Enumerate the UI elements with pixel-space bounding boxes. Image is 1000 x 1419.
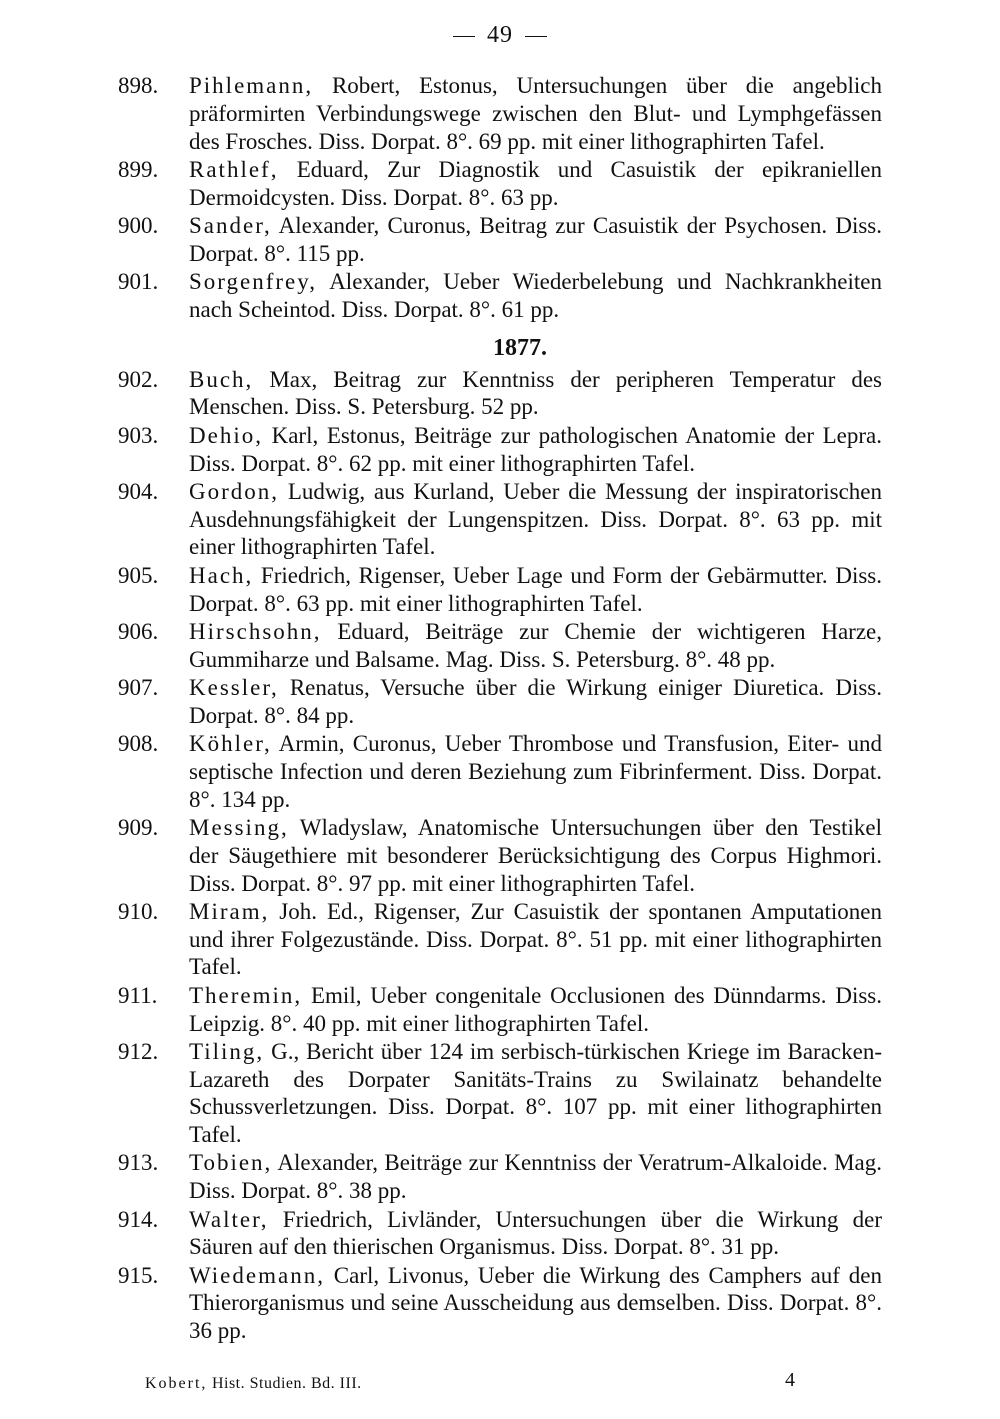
entry-author: Tiling, bbox=[189, 1038, 265, 1064]
entry-author: Sander, bbox=[189, 212, 272, 238]
entry-text: Robert, Estonus, Untersuchungen über die angeblich präformirten Verbindungswege zwischen den Blut- und Lymphgefässen des Frosches. Diss. Dorpat. 8°. 69 pp. mit einer lithographirten Tafel. bbox=[189, 73, 882, 154]
entry-number: 905. bbox=[118, 562, 159, 588]
page-number: 49 bbox=[487, 22, 513, 48]
bibliography-entry bbox=[118, 674, 882, 730]
bibliography-entry bbox=[118, 982, 882, 1038]
entry-author: Messing, bbox=[189, 814, 289, 840]
footer-title bbox=[145, 1375, 362, 1392]
bibliography-entry bbox=[118, 730, 882, 813]
entry-author: Dehio, bbox=[189, 422, 263, 448]
footer-series: Hist. Studien. Bd. III. bbox=[207, 1375, 362, 1392]
entry-text: Max, Beitrag zur Kenntniss der peripheren Temperatur des Menschen. Diss. S. Petersburg. 52 pp. bbox=[189, 366, 882, 420]
entry-text: Joh. Ed., Rigenser, Zur Casuistik der spontanen Amputationen und ihrer Folgezustände. Diss. Dorpat. 8°. 51 pp. mit einer lithographirten Tafel. bbox=[189, 898, 882, 980]
entry-number: 906. bbox=[118, 618, 159, 644]
entry-text: Eduard, Beiträge zur Chemie der wichtigeren Harze, Gummiharze und Balsame. Mag. Diss. S. Petersburg. 8°. 48 pp. bbox=[189, 618, 882, 672]
entry-number: 909. bbox=[118, 814, 159, 840]
entry-author: Hirschsohn, bbox=[189, 618, 322, 644]
bibliography-entry bbox=[118, 268, 882, 324]
entry-number: 904. bbox=[118, 478, 159, 504]
bibliography-list bbox=[118, 72, 882, 1346]
year-heading: 1877. bbox=[493, 334, 547, 361]
entry-text: Eduard, Zur Diagnostik und Casuistik der epikraniellen Dermoidcysten. Diss. Dorpat. 8°. 63 pp. bbox=[189, 156, 882, 210]
entry-number: 912. bbox=[118, 1038, 159, 1064]
entries-after-year bbox=[118, 366, 882, 1345]
entry-number: 914. bbox=[118, 1206, 159, 1232]
entry-author: Sorgenfrey, bbox=[189, 269, 318, 295]
bibliography-entry bbox=[118, 618, 882, 674]
bibliography-entry bbox=[118, 156, 882, 212]
bibliography-entry bbox=[118, 72, 882, 155]
entry-text: Alexander, Beiträge zur Kenntniss der Veratrum-Alkaloide. Mag. Diss. Dorpat. 8°. 38 pp. bbox=[189, 1150, 882, 1204]
entry-author: Hach, bbox=[189, 562, 254, 588]
entry-number: 915. bbox=[118, 1262, 159, 1288]
bibliography-entry bbox=[118, 1149, 882, 1205]
entry-text: Ludwig, aus Kurland, Ueber die Messung der inspiratorischen Ausdehnungsfähigkeit der Lungenspitzen. Diss. Dorpat. 8°. 63 pp. mit einer lithographirten Tafel. bbox=[189, 478, 882, 560]
entry-author: Köhler, bbox=[189, 731, 272, 757]
entry-text: Alexander, Ueber Wiederbelebung und Nachkrankheiten nach Scheintod. Diss. Dorpat. 8°. 61 pp. bbox=[189, 269, 882, 322]
entry-text: Friedrich, Livländer, Untersuchungen über die Wirkung der Säuren auf den thierischen Organismus. Diss. Dorpat. 8°. 31 pp. bbox=[189, 1206, 882, 1260]
entry-number: 902. bbox=[118, 366, 159, 392]
entry-text: Wladyslaw, Anatomische Untersuchungen über den Testikel der Säugethiere mit besonderer Berücksichtigung des Corpus Highmori. Diss. Dorpat. 8°. 97 pp. mit einer lithographirten Tafel. bbox=[189, 814, 882, 896]
bibliography-entry bbox=[118, 814, 882, 897]
bibliography-entry bbox=[118, 1206, 882, 1262]
entry-author: Gordon, bbox=[189, 478, 280, 504]
entry-text: Friedrich, Rigenser, Ueber Lage und Form der Gebärmutter. Diss. Dorpat. 8°. 63 pp. mit einer lithographirten Tafel. bbox=[189, 562, 882, 616]
entry-number: 898. bbox=[118, 73, 159, 98]
entry-number: 910. bbox=[118, 898, 159, 924]
entry-number: 901. bbox=[118, 269, 159, 295]
right-dash bbox=[525, 36, 547, 37]
left-dash bbox=[453, 36, 475, 37]
bibliography-entry bbox=[118, 422, 882, 478]
footer-author: Kobert, bbox=[145, 1375, 208, 1392]
entry-number: 907. bbox=[118, 674, 159, 700]
entry-number: 908. bbox=[118, 731, 159, 757]
entries-before-year bbox=[118, 72, 882, 324]
page-number-header bbox=[0, 22, 1000, 49]
entry-text: Emil, Ueber congenitale Occlusionen des Dünndarms. Diss. Leipzig. 8°. 40 pp. mit einer lithographirten Tafel. bbox=[189, 982, 882, 1036]
entry-text: Carl, Livonus, Ueber die Wirkung des Camphers auf den Thierorganismus und seine Ausscheidung aus demselben. Diss. Dorpat. 8°. 36 pp. bbox=[189, 1262, 882, 1344]
signature-mark: 4 bbox=[785, 1369, 795, 1391]
entry-text: Renatus, Versuche über die Wirkung einiger Diuretica. Diss. Dorpat. 8°. 84 pp. bbox=[189, 674, 882, 728]
bibliography-entry bbox=[118, 562, 882, 618]
entry-number: 900. bbox=[118, 212, 159, 238]
bibliography-entry bbox=[118, 1262, 882, 1345]
entry-author: Walter, bbox=[189, 1206, 269, 1232]
entry-author: Tobien, bbox=[189, 1150, 273, 1176]
entry-number: 913. bbox=[118, 1150, 159, 1176]
entry-text: G., Bericht über 124 im serbisch-türkischen Kriege im Baracken-Lazareth des Dorpater Sanitäts-Trains zu Swilainatz behandelte Schussverletzungen. Diss. Dorpat. 8°. 107 pp. mit einer lithographirten Tafel. bbox=[189, 1038, 882, 1148]
entry-text: Karl, Estonus, Beiträge zur pathologischen Anatomie der Lepra. Diss. Dorpat. 8°. 62 pp. mit einer lithographirten Tafel. bbox=[189, 422, 882, 476]
entry-author: Wiedemann, bbox=[189, 1262, 325, 1288]
entry-author: Buch, bbox=[189, 366, 254, 392]
entry-number: 899. bbox=[118, 156, 159, 182]
bibliography-entry bbox=[118, 478, 882, 561]
page-footer bbox=[145, 1369, 795, 1393]
entry-text: Armin, Curonus, Ueber Thrombose und Transfusion, Eiter- und septische Infection und deren Beziehung zum Fibrinferment. Diss. Dorpat. 8°. 134 pp. bbox=[189, 731, 882, 812]
entry-number: 911. bbox=[118, 982, 158, 1008]
entry-author: Pihlemann, bbox=[189, 73, 314, 98]
bibliography-entry bbox=[118, 212, 882, 268]
entry-text: Alexander, Curonus, Beitrag zur Casuistik der Psychosen. Diss. Dorpat. 8°. 115 pp. bbox=[189, 212, 882, 266]
entry-author: Theremin, bbox=[189, 982, 303, 1008]
bibliography-entry bbox=[118, 898, 882, 981]
bibliography-entry bbox=[118, 1038, 882, 1149]
entry-author: Miram, bbox=[189, 898, 270, 924]
bibliography-entry bbox=[118, 366, 882, 422]
entry-number: 903. bbox=[118, 422, 159, 448]
entry-author: Kessler, bbox=[189, 674, 279, 700]
entry-author: Rathlef, bbox=[189, 156, 279, 182]
